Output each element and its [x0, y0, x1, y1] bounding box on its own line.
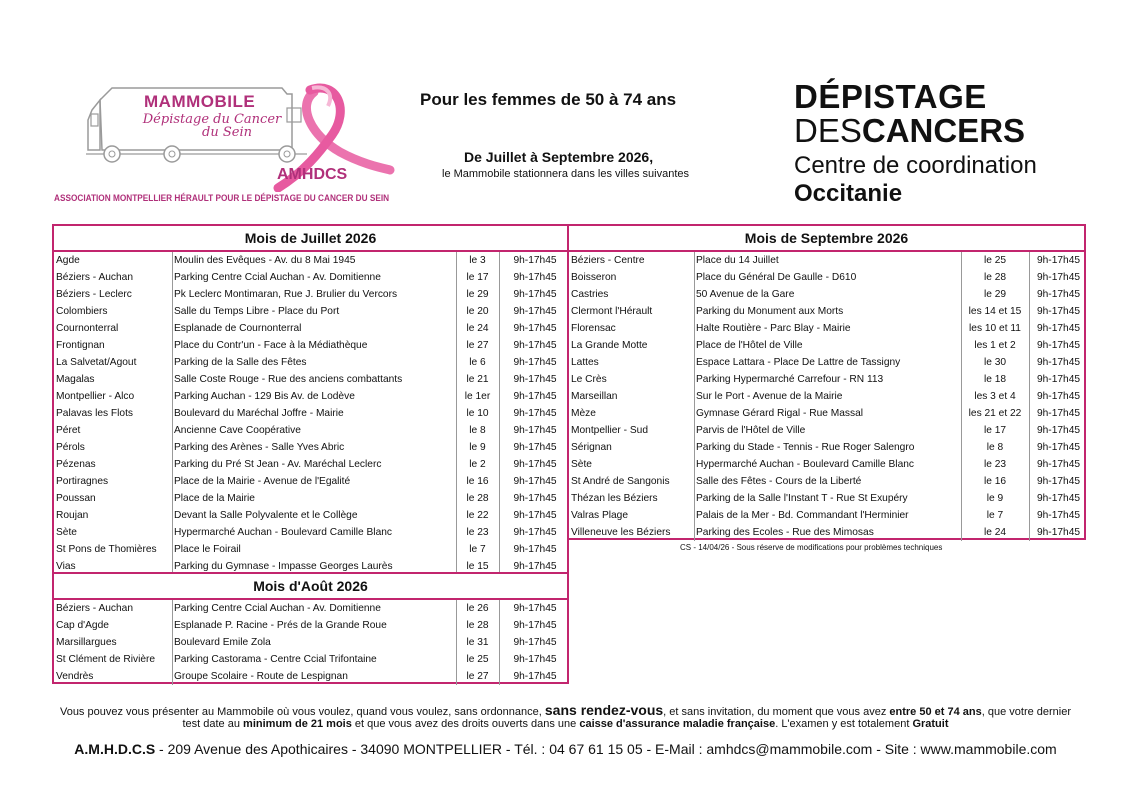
- table-row: [569, 269, 1084, 286]
- table-row: [54, 456, 567, 473]
- hours-cell: 9h-17h45: [513, 476, 557, 487]
- date-cell: le 23: [466, 527, 489, 538]
- city-cell: Villeneuve les Béziers: [571, 527, 671, 538]
- location-cell: Hypermarché Auchan - Boulevard Camille Blanc: [696, 459, 915, 470]
- location-cell: Parking Centre Ccial Auchan - Av. Domitienne: [174, 603, 381, 614]
- location-cell: Parking du Stade - Tennis - Rue Roger Salengro: [696, 442, 915, 453]
- hours-cell: 9h-17h45: [513, 391, 557, 402]
- location-cell: Parking des Ecoles - Rue des Mimosas: [696, 527, 874, 538]
- association-name: ASSOCIATION MONTPELLIER HÉRAULT POUR LE DÉPISTAGE DU CANCER DU SEIN: [54, 193, 390, 204]
- notice-emphasis: entre 50 et 74 ans: [889, 706, 982, 718]
- notice-line2: [0, 718, 1131, 730]
- city-cell: Vendrès: [56, 671, 94, 682]
- centre-logo-line1: DÉPISTAGE: [794, 78, 987, 115]
- hours-cell: 9h-17h45: [1036, 425, 1081, 436]
- city-cell: Colombiers: [56, 306, 108, 317]
- hours-cell: 9h-17h45: [1036, 323, 1081, 334]
- date-cell: les 14 et 15: [968, 306, 1022, 317]
- location-cell: Espace Lattara - Place De Lattre de Tassigny: [696, 357, 901, 368]
- table-row: [54, 439, 567, 456]
- city-cell: Palavas les Flots: [56, 408, 134, 419]
- date-cell: le 25: [983, 255, 1007, 266]
- table-row: [54, 600, 567, 617]
- city-cell: Agde: [56, 255, 80, 266]
- contact-details: - 209 Avenue des Apothicaires - 34090 MONTPELLIER - Tél. : 04 67 61 15 05 - E-Mail : amhdcs@mammobile.com - Site : www.mammobile.com: [155, 741, 1057, 757]
- table-row: [54, 303, 567, 320]
- location-cell: Salle du Temps Libre - Place du Port: [174, 306, 340, 317]
- city-cell: Frontignan: [56, 340, 105, 351]
- centre-logo-line4: Occitanie: [794, 180, 903, 207]
- city-cell: Pérols: [56, 442, 85, 453]
- notice-text: et que vous avez des droits ouverts dans une: [354, 718, 577, 730]
- location-cell: Parking du Monument aux Morts: [696, 306, 844, 317]
- location-cell: Salle Coste Rouge - Rue des anciens combattants: [174, 374, 403, 385]
- city-cell: Cap d'Agde: [56, 620, 109, 631]
- location-cell: Parking de la Salle des Fêtes: [174, 357, 307, 368]
- location-cell: Halte Routière - Parc Blay - Mairie: [696, 323, 851, 334]
- date-cell: le 7: [469, 544, 486, 555]
- hours-cell: 9h-17h45: [513, 272, 557, 283]
- logo-tagline-line1: Dépistage du Cancer: [142, 112, 282, 127]
- page-title: Pour les femmes de 50 à 74 ans: [420, 90, 677, 109]
- table-row: [569, 388, 1084, 405]
- hours-cell: 9h-17h45: [513, 527, 557, 538]
- location-cell: Groupe Scolaire - Route de Lespignan: [174, 671, 348, 682]
- city-cell: Lattes: [571, 357, 599, 368]
- city-cell: Le Crès: [571, 374, 607, 385]
- column-divider: [456, 252, 457, 575]
- centre-logo-line2: [794, 114, 1025, 148]
- hours-cell: 9h-17h45: [1036, 408, 1081, 419]
- city-cell: Montpellier - Alco: [56, 391, 135, 402]
- hours-cell: 9h-17h45: [513, 561, 557, 572]
- hours-cell: 9h-17h45: [513, 671, 557, 682]
- centre-logo-line3: Centre de coordination: [794, 152, 1037, 179]
- table-row: [569, 507, 1084, 524]
- hours-cell: 9h-17h45: [513, 459, 557, 470]
- column-divider: [499, 600, 500, 685]
- hours-cell: 9h-17h45: [1036, 340, 1081, 351]
- hours-cell: 9h-17h45: [513, 493, 557, 504]
- city-cell: Marsillargues: [56, 637, 117, 648]
- city-cell: Boisseron: [571, 272, 617, 283]
- contact-org: A.M.H.D.C.S: [74, 741, 156, 757]
- city-cell: Sète: [571, 459, 592, 470]
- location-cell: Place du Contr'un - Face à la Médiathèque: [174, 340, 368, 351]
- hours-cell: 9h-17h45: [1036, 493, 1081, 504]
- city-cell: St André de Sangonis: [571, 476, 670, 487]
- date-cell: le 25: [466, 654, 489, 665]
- table-row: [54, 490, 567, 507]
- city-cell: Portiragnes: [56, 476, 109, 487]
- city-cell: Cournonterral: [56, 323, 119, 334]
- city-cell: Roujan: [56, 510, 89, 521]
- hours-cell: 9h-17h45: [513, 603, 557, 614]
- table-row: [569, 422, 1084, 439]
- city-cell: Béziers - Centre: [571, 255, 645, 266]
- table-row: [569, 524, 1084, 541]
- notice-emphasis: Gratuit: [912, 718, 949, 730]
- location-cell: Gymnase Gérard Rigal - Rue Massal: [696, 408, 864, 419]
- hours-cell: 9h-17h45: [1036, 391, 1081, 402]
- location-cell: Place de l'Hôtel de Ville: [696, 340, 803, 351]
- date-cell: le 18: [983, 374, 1007, 385]
- location-cell: Parking des Arènes - Salle Yves Abric: [174, 442, 345, 453]
- table-row: [54, 405, 567, 422]
- notice-text: . L'examen y est totalement: [775, 718, 910, 730]
- location-cell: Place du 14 Juillet: [696, 255, 779, 266]
- hours-cell: 9h-17h45: [1036, 459, 1081, 470]
- location-cell: Parking Castorama - Centre Ccial Trifontaine: [174, 654, 377, 665]
- centre-logo-des: DES: [794, 112, 862, 149]
- column-divider: [961, 252, 962, 541]
- table-row: [569, 405, 1084, 422]
- notice-text: , et sans invitation, du moment que vous avez: [663, 706, 887, 718]
- date-cell: le 28: [466, 620, 489, 631]
- hours-cell: 9h-17h45: [1036, 442, 1081, 453]
- date-cell: le 26: [466, 603, 489, 614]
- location-cell: Devant la Salle Polyvalente et le Collège: [174, 510, 358, 521]
- location-cell: Esplanade de Cournonterral: [174, 323, 302, 334]
- location-cell: Ancienne Cave Coopérative: [174, 425, 301, 436]
- hours-cell: 9h-17h45: [513, 323, 557, 334]
- table-row: [569, 354, 1084, 371]
- date-cell: le 10: [466, 408, 489, 419]
- city-cell: Clermont l'Hérault: [571, 306, 653, 317]
- date-cell: les 3 et 4: [974, 391, 1016, 402]
- city-cell: Magalas: [56, 374, 95, 385]
- date-cell: le 16: [466, 476, 489, 487]
- hours-cell: 9h-17h45: [513, 289, 557, 300]
- logo-acronym: AMHDCS: [277, 166, 348, 183]
- city-cell: Béziers - Leclerc: [56, 289, 132, 300]
- city-cell: Mèze: [571, 408, 596, 419]
- centre-logo-cancers: CANCERS: [861, 112, 1026, 149]
- date-cell: le 28: [466, 493, 489, 504]
- table-row: [569, 456, 1084, 473]
- city-cell: Pézenas: [56, 459, 96, 470]
- notice-emphasis: minimum de 21 mois: [243, 718, 352, 730]
- table-row: [54, 320, 567, 337]
- table-row: [569, 320, 1084, 337]
- city-cell: Béziers - Auchan: [56, 272, 134, 283]
- location-cell: Parking Centre Ccial Auchan - Av. Domitienne: [174, 272, 381, 283]
- city-cell: Castries: [571, 289, 609, 300]
- table-row: [569, 337, 1084, 354]
- table-body: [54, 252, 567, 575]
- location-cell: Place de la Mairie - Avenue de l'Egalité: [174, 476, 351, 487]
- location-cell: 50 Avenue de la Gare: [696, 289, 795, 300]
- hours-cell: 9h-17h45: [513, 620, 557, 631]
- table-row: [54, 354, 567, 371]
- location-cell: Moulin des Evêques - Av. du 8 Mai 1945: [174, 255, 356, 266]
- location-cell: Parking de la Salle l'Instant T - Rue St Exupéry: [696, 493, 908, 504]
- hours-cell: 9h-17h45: [513, 510, 557, 521]
- hours-cell: 9h-17h45: [513, 255, 557, 266]
- location-cell: Parking Hypermarché Carrefour - RN 113: [696, 374, 884, 385]
- notice-line1: [0, 702, 1131, 718]
- date-cell: le 29: [466, 289, 489, 300]
- contact-line: [0, 741, 1131, 757]
- city-cell: Béziers - Auchan: [56, 603, 134, 614]
- table-row: [54, 617, 567, 634]
- table-row: [569, 473, 1084, 490]
- date-cell: le 22: [466, 510, 489, 521]
- date-cell: le 31: [466, 637, 489, 648]
- notice-emphasis: sans rendez-vous: [544, 702, 664, 718]
- hours-cell: 9h-17h45: [513, 306, 557, 317]
- hours-cell: 9h-17h45: [1036, 272, 1081, 283]
- hours-cell: 9h-17h45: [1036, 374, 1081, 385]
- table-title: Mois de Juillet 2026: [54, 226, 567, 252]
- date-cell: le 9: [986, 493, 1004, 504]
- date-cell: le 21: [466, 374, 489, 385]
- location-cell: Boulevard du Maréchal Joffre - Mairie: [174, 408, 344, 419]
- date-cell: le 7: [986, 510, 1004, 521]
- date-cell: les 1 et 2: [974, 340, 1016, 351]
- date-cell: le 24: [983, 527, 1007, 538]
- city-cell: Valras Plage: [571, 510, 629, 521]
- date-cell: le 29: [983, 289, 1007, 300]
- table-row: [54, 269, 567, 286]
- table-row: [54, 371, 567, 388]
- table-row: [54, 252, 567, 269]
- period-subtitle: le Mammobile stationnera dans les villes suivantes: [442, 168, 690, 180]
- hours-cell: 9h-17h45: [1036, 527, 1081, 538]
- date-cell: le 27: [466, 671, 489, 682]
- date-cell: le 24: [466, 323, 489, 334]
- hours-cell: 9h-17h45: [513, 340, 557, 351]
- logo-brand: MAMMOBILE: [144, 92, 256, 111]
- date-cell: le 23: [983, 459, 1007, 470]
- city-cell: Sérignan: [571, 442, 612, 453]
- date-cell: le 17: [983, 425, 1007, 436]
- city-cell: St Pons de Thomières: [56, 544, 157, 555]
- location-cell: Parking du Gymnase - Impasse Georges Laurès: [174, 561, 393, 572]
- date-cell: les 21 et 22: [968, 408, 1022, 419]
- column-divider: [499, 252, 500, 575]
- footnote: CS - 14/04/26 - Sous réserve de modifications pour problèmes techniques: [680, 543, 943, 552]
- hours-cell: 9h-17h45: [513, 425, 557, 436]
- table-row: [54, 337, 567, 354]
- hours-cell: 9h-17h45: [1036, 255, 1081, 266]
- table-row: [54, 668, 567, 685]
- table-row: [54, 286, 567, 303]
- location-cell: Palais de la Mer - Bd. Commandant l'Herminier: [696, 510, 909, 521]
- hours-cell: 9h-17h45: [513, 357, 557, 368]
- location-cell: Esplanade P. Racine - Prés de la Grande Roue: [174, 620, 387, 631]
- hours-cell: 9h-17h45: [513, 654, 557, 665]
- city-cell: Florensac: [571, 323, 616, 334]
- location-cell: Boulevard Emile Zola: [174, 637, 271, 648]
- hours-cell: 9h-17h45: [513, 374, 557, 385]
- location-cell: Place du Général De Gaulle - D610: [696, 272, 857, 283]
- notice-text: test date au: [182, 718, 240, 730]
- table-juillet: [52, 224, 569, 574]
- hours-cell: 9h-17h45: [513, 408, 557, 419]
- hours-cell: 9h-17h45: [513, 442, 557, 453]
- city-cell: La Salvetat/Agout: [56, 357, 137, 368]
- location-cell: Parvis de l'Hôtel de Ville: [696, 425, 806, 436]
- date-cell: le 9: [469, 442, 486, 453]
- date-cell: le 3: [469, 255, 486, 266]
- city-cell: St Clément de Rivière: [56, 654, 156, 665]
- city-cell: Péret: [56, 425, 81, 436]
- table-septembre: [567, 224, 1086, 540]
- hours-cell: 9h-17h45: [513, 637, 557, 648]
- city-cell: Sète: [56, 527, 77, 538]
- location-cell: Pk Leclerc Montimaran, Rue J. Brulier du Vercors: [174, 289, 398, 300]
- period-heading: De Juillet à Septembre 2026,: [464, 149, 654, 165]
- hours-cell: 9h-17h45: [1036, 289, 1081, 300]
- city-cell: Montpellier - Sud: [571, 425, 649, 436]
- column-divider: [172, 252, 173, 575]
- column-divider: [172, 600, 173, 685]
- table-row: [54, 507, 567, 524]
- city-cell: Vias: [56, 561, 76, 572]
- location-cell: Parking Auchan - 129 Bis Av. de Lodève: [174, 391, 355, 402]
- hours-cell: 9h-17h45: [1036, 357, 1081, 368]
- table-body: [54, 600, 567, 685]
- logo-tagline-line2: du Sein: [202, 125, 252, 140]
- notice-text: , que votre dernier: [981, 706, 1072, 718]
- table-row: [54, 524, 567, 541]
- date-cell: le 6: [469, 357, 486, 368]
- hours-cell: 9h-17h45: [1036, 510, 1081, 521]
- date-cell: le 1er: [464, 391, 491, 402]
- date-cell: le 28: [983, 272, 1007, 283]
- table-row: [54, 541, 567, 558]
- date-cell: le 20: [466, 306, 489, 317]
- table-row: [569, 371, 1084, 388]
- location-cell: Salle des Fêtes - Cours de la Liberté: [696, 476, 862, 487]
- table-aout: [52, 572, 569, 684]
- table-row: [54, 651, 567, 668]
- notice-emphasis: caisse d'assurance maladie française: [579, 718, 776, 730]
- city-cell: Poussan: [56, 493, 96, 504]
- notice-text: Vous pouvez vous présenter au Mammobile où vous voulez, quand vous voulez, sans ordonnance,: [59, 706, 542, 718]
- date-cell: le 8: [986, 442, 1004, 453]
- date-cell: le 8: [469, 425, 486, 436]
- date-cell: le 17: [466, 272, 489, 283]
- city-cell: La Grande Motte: [571, 340, 648, 351]
- table-title: Mois de Septembre 2026: [569, 226, 1084, 252]
- location-cell: Sur le Port - Avenue de la Mairie: [696, 391, 843, 402]
- hours-cell: 9h-17h45: [1036, 476, 1081, 487]
- column-divider: [456, 600, 457, 685]
- date-cell: le 30: [983, 357, 1007, 368]
- column-divider: [1029, 252, 1030, 541]
- location-cell: Parking du Pré St Jean - Av. Maréchal Leclerc: [174, 459, 382, 470]
- location-cell: Place le Foirail: [174, 544, 241, 555]
- date-cell: le 16: [983, 476, 1007, 487]
- city-cell: Marseillan: [571, 391, 618, 402]
- table-body: [569, 252, 1084, 541]
- table-row: [569, 490, 1084, 507]
- city-cell: Thézan les Béziers: [571, 493, 658, 504]
- table-row: [569, 439, 1084, 456]
- date-cell: le 27: [466, 340, 489, 351]
- table-row: [569, 303, 1084, 320]
- logo-tagline: [142, 113, 282, 139]
- table-row: [54, 634, 567, 651]
- date-cell: le 2: [469, 459, 486, 470]
- table-row: [54, 473, 567, 490]
- location-cell: Hypermarché Auchan - Boulevard Camille Blanc: [174, 527, 393, 538]
- date-cell: le 15: [466, 561, 489, 572]
- location-cell: Place de la Mairie: [174, 493, 255, 504]
- table-row: [54, 388, 567, 405]
- table-title: Mois d'Août 2026: [54, 574, 567, 600]
- hours-cell: 9h-17h45: [513, 544, 557, 555]
- table-row: [569, 286, 1084, 303]
- hours-cell: 9h-17h45: [1036, 306, 1081, 317]
- column-divider: [694, 252, 695, 541]
- mammobile-logo: [54, 80, 402, 208]
- table-row: [54, 422, 567, 439]
- table-row: [569, 252, 1084, 269]
- date-cell: les 10 et 11: [969, 323, 1021, 334]
